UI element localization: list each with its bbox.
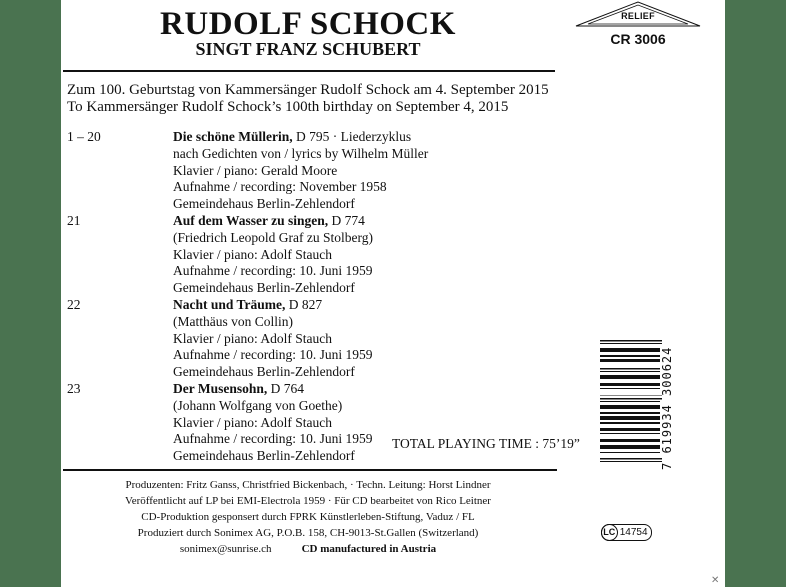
track-detail: nach Gedichten von / lyrics by Wilhelm Müller [173,145,429,161]
track-number: 22 [67,297,81,312]
track-detail: Klavier / piano: Adolf Stauch [173,330,332,346]
track-catalog: D 764 [267,381,305,396]
track-detail: Gemeindehaus Berlin-Zehlendorf [173,448,355,464]
credits-line: Produzenten: Fritz Ganss, Christfried Bickenbach, · Techn. Leitung: Horst Lindner [125,479,491,491]
lc-logo-icon: LC [601,524,618,541]
contact-email: sonimex@sunrise.ch [179,543,272,555]
dedication-german: Zum 100. Geburtstag von Kammersänger Rudolf Schock am 4. September 2015 [67,82,549,98]
right-green-bar [725,0,786,587]
track-entry [173,297,372,381]
barcode-digits: 7 619934 300624 [660,346,674,470]
track-detail: Aufnahme / recording: November 1958 [173,179,387,195]
credits [61,477,555,557]
album-subtitle: SINGT FRANZ SCHUBERT [195,39,421,59]
track-entry [173,381,372,465]
label-logo-text: RELIEF [621,11,655,21]
track-number: 23 [67,381,81,396]
track-detail: (Matthäus von Collin) [173,313,293,329]
left-green-bar [0,0,61,587]
track-title: Nacht und Träume, [173,297,286,312]
track-detail: Aufnahme / recording: 10. Juni 1959 [173,431,373,447]
credits-line: CD-Produktion gesponsert durch FPRK Künstlerleben-Stiftung, Vaduz / FL [141,511,475,523]
manufactured-note: CD manufactured in Austria [301,543,437,555]
track-detail: Aufnahme / recording: 10. Juni 1959 [173,347,373,363]
header-rule [63,70,555,72]
track-detail: Gemeindehaus Berlin-Zehlendorf [173,196,355,212]
track-entry [173,129,428,213]
dedication-english: To Kammersänger Rudolf Schock’s 100th birthday on September 4, 2015 [67,99,509,115]
track-title: Die schöne Müllerin, [173,129,293,144]
track-detail: Gemeindehaus Berlin-Zehlendorf [173,364,355,380]
credits-line: Veröffentlicht auf LP bei EMI-Electrola 1959 · Für CD bearbeitet von Rico Leitner [125,495,491,507]
catalog-number: CR 3006 [610,31,666,47]
dedication [67,82,549,116]
track-detail: Gemeindehaus Berlin-Zehlendorf [173,280,355,296]
track-detail: (Friedrich Leopold Graf zu Stolberg) [173,229,373,245]
track-title: Der Musensohn, [173,381,268,396]
credits-rule [63,469,557,471]
track-title: Auf dem Wasser zu singen, [173,213,329,228]
crop-mark-icon: ✕ [711,575,720,586]
label-code-number: 14754 [619,527,648,538]
track-detail: Klavier / piano: Adolf Stauch [173,246,332,262]
barcode-icon [600,340,664,472]
album-artist-title: RUDOLF SCHOCK [160,6,456,42]
label-code [601,524,652,541]
total-playing-time: TOTAL PLAYING TIME : 75’19” [392,436,580,451]
track-catalog: D 827 [285,297,323,312]
track-number: 1 – 20 [67,129,101,144]
track-number: 21 [67,213,81,228]
track-catalog: D 774 [328,213,365,228]
track-detail: Klavier / piano: Gerald Moore [173,162,338,178]
track-entry [173,213,373,297]
track-detail: Klavier / piano: Adolf Stauch [173,414,332,430]
track-catalog: D 795 · Liederzyklus [292,129,412,144]
credits-line: Produziert durch Sonimex AG, P.O.B. 158, CH-9013-St.Gallen (Switzerland) [137,527,479,539]
track-detail: (Johann Wolfgang von Goethe) [173,397,343,413]
track-detail: Aufnahme / recording: 10. Juni 1959 [173,263,373,279]
